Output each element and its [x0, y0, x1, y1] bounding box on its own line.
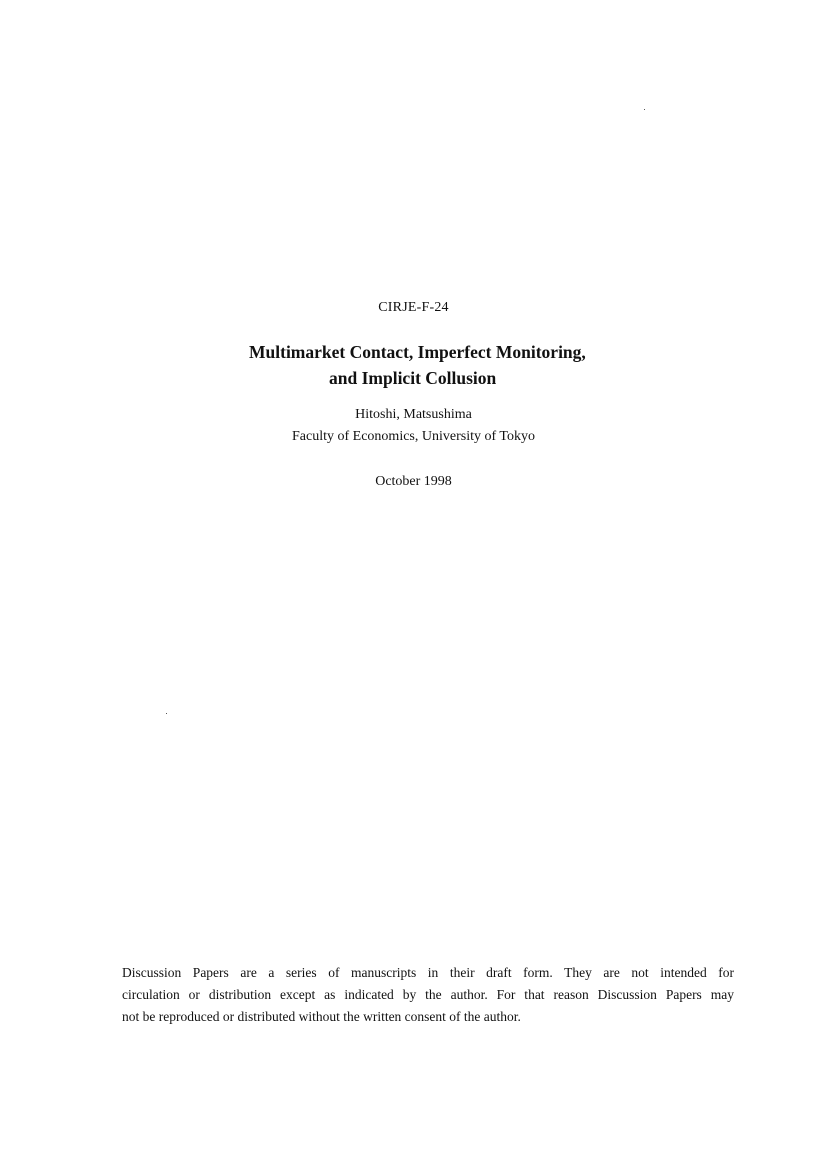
author-name: Hitoshi, Matsushima: [355, 407, 472, 422]
disclaimer-line: circulation or distribution except as indicated by the author. For that reason Discussion Papers may: [122, 987, 734, 1002]
author-affiliation: Faculty of Economics, University of Tokyo: [292, 429, 535, 444]
disclaimer-notice: [122, 962, 734, 1028]
paper-title-line-2: and Implicit Collusion: [329, 368, 497, 388]
paper-title-line-1: Multimarket Contact, Imperfect Monitoring,: [249, 342, 586, 362]
paper-id: CIRJE-F-24: [378, 300, 449, 315]
scan-speck: [644, 109, 645, 110]
disclaimer-line: Discussion Papers are a series of manuscripts in their draft form. They are not intended for: [122, 965, 734, 980]
publication-date: October 1998: [375, 474, 452, 489]
disclaimer-line: not be reproduced or distributed without the written consent of the author.: [122, 1009, 521, 1024]
scan-speck: [166, 713, 167, 714]
